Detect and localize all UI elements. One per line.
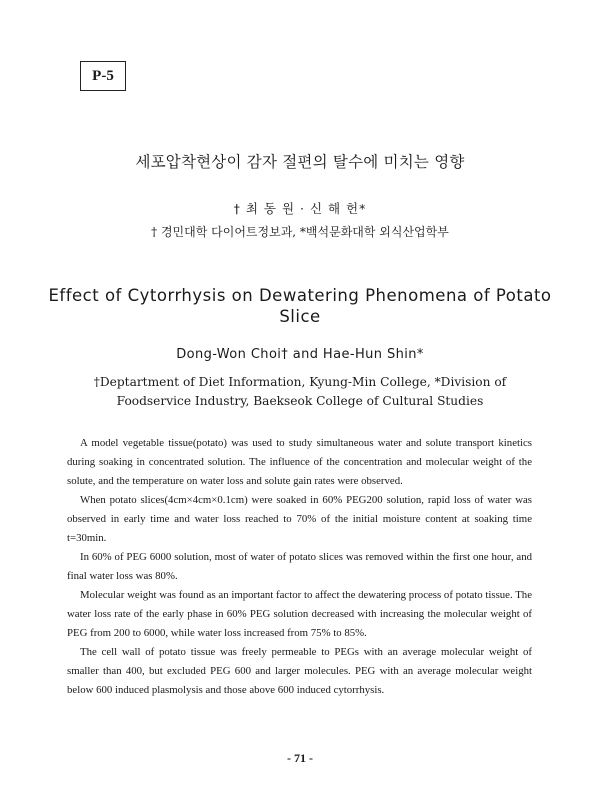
abstract-paragraph: Molecular weight was found as an important factor to affect the dewatering process of potato tissue. The water loss rate of the early phase in 60% PEG solution decreased with increasing the molecular weight of PEG from 200 to 6000, while water loss increased from 75% to 85%. [67,589,532,639]
poster-label-box [80,61,126,91]
page-number: - 71 - [287,751,313,765]
abstract [67,434,532,700]
abstract-paragraph: In 60% of PEG 6000 solution, most of water of potato slices was removed within the first one hour, and final water loss was 80%. [67,551,532,582]
abstract-paragraph: When potato slices(4cm×4cm×0.1cm) were soaked in 60% PEG200 solution, rapid loss of water was observed in early time and water loss reached to 70% of the initial moisture content at soaking time t=30min. [67,494,532,544]
abstract-paragraph: The cell wall of potato tissue was freely permeable to PEGs with an average molecular weight of smaller than 400, but excluded PEG 600 and larger molecules. PEG with an average molecular weight below 600 induced plasmolysis and those above 600 induced cytorrhysis. [67,646,532,696]
english-affiliation-line-1: †Deptartment of Diet Information, Kyung-Min College, *Division of [93,375,507,389]
english-authors: Dong-Won Choi† and Hae-Hun Shin* [176,347,424,362]
english-affiliation [60,373,540,411]
english-affiliation-line-2: Foodservice Industry, Baekseok College of Cultural Studies [116,394,484,408]
abstract-paragraph: A model vegetable tissue(potato) was used to study simultaneous water and solute transport kinetics during soaking in concentrated solution. The influence of the concentration and molecular weight of the solute, and the temperature on water loss and solute gain rates were observed. [67,437,532,487]
english-title: Effect of Cytorrhysis on Dewatering Phenomena of Potato Slice [48,286,552,326]
korean-authors: † 최 동 원 · 신 해 헌* [233,201,367,216]
poster-label: P-5 [92,67,114,84]
korean-title: 세포압착현상이 감자 절편의 탈수에 미치는 영향 [135,153,465,171]
korean-affiliation: † 경민대학 다이어트정보과, *백석문화대학 외식산업학부 [151,225,449,239]
